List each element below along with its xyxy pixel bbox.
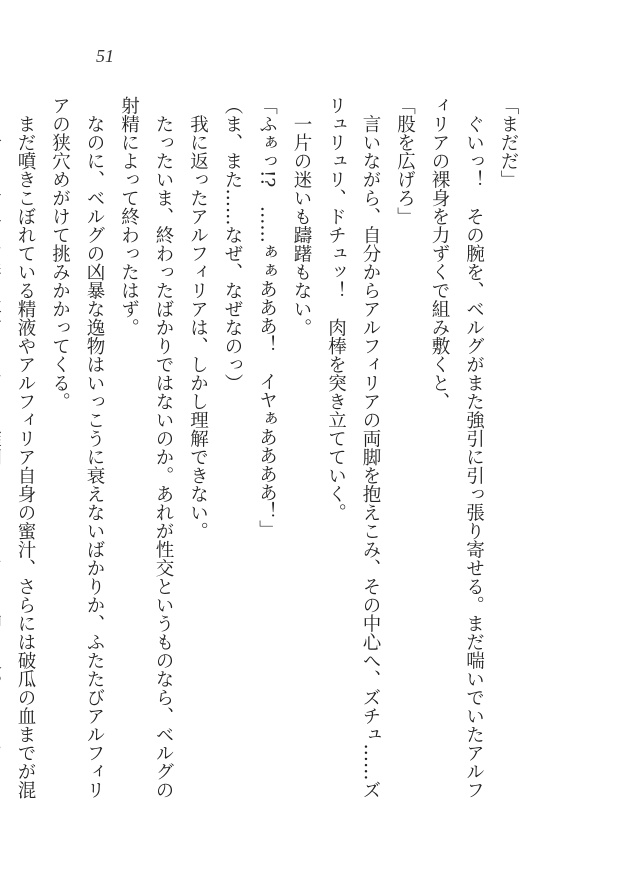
text-line: 「まだだ」 xyxy=(498,96,519,189)
text-line xyxy=(0,96,8,826)
text-line: 「ふぁっ!? ……ぁぁあああ！ イヤぁああああ！」 xyxy=(256,96,278,539)
vertical-text-body xyxy=(0,96,525,826)
text-line: ィリアの裸身を力ずくで組み敷くと、 xyxy=(429,96,450,411)
text-line: 「股を広げろ」 xyxy=(394,96,416,226)
page-number: 51 xyxy=(96,46,114,66)
text-line: なのに、ベルグの凶暴な逸物はいっこうに衰えないばかりか、ふたたびアルフィリ xyxy=(84,96,105,799)
text-line: アの狭穴めがけて挑みかかってくる。 xyxy=(49,96,71,411)
text-line: リュリュリ、ドチュッ！ 肉棒を突き立てていく。 xyxy=(325,96,347,522)
text-line: たったいま、終わったばかりではないのか。あれが性交というものなら、ベルグの xyxy=(153,96,174,799)
text-line: （ま、また……なぜ、なぜなのっ） xyxy=(222,96,243,392)
text-line: 一片の迷いも躊躇もない。 xyxy=(291,96,312,337)
text-line: まだ噴きこぼれている精液やアルフィリア自身の蜜汁、さらには破瓜の血までが混 xyxy=(15,96,36,799)
text-line: 言いながら、自分からアルフィリアの両脚を抱えこみ、その中心へ、ズチュ……ズ xyxy=(360,96,381,799)
text-line: 我に返ったアルフィリアは、しかし理解できない。 xyxy=(187,96,209,540)
text-line: 射精によって終わったはず。 xyxy=(118,96,140,337)
text-line: ぐいっ！ その腕を、ベルグがまた強引に引っ張り寄せる。まだ喘いでいたアルフ xyxy=(463,96,485,799)
